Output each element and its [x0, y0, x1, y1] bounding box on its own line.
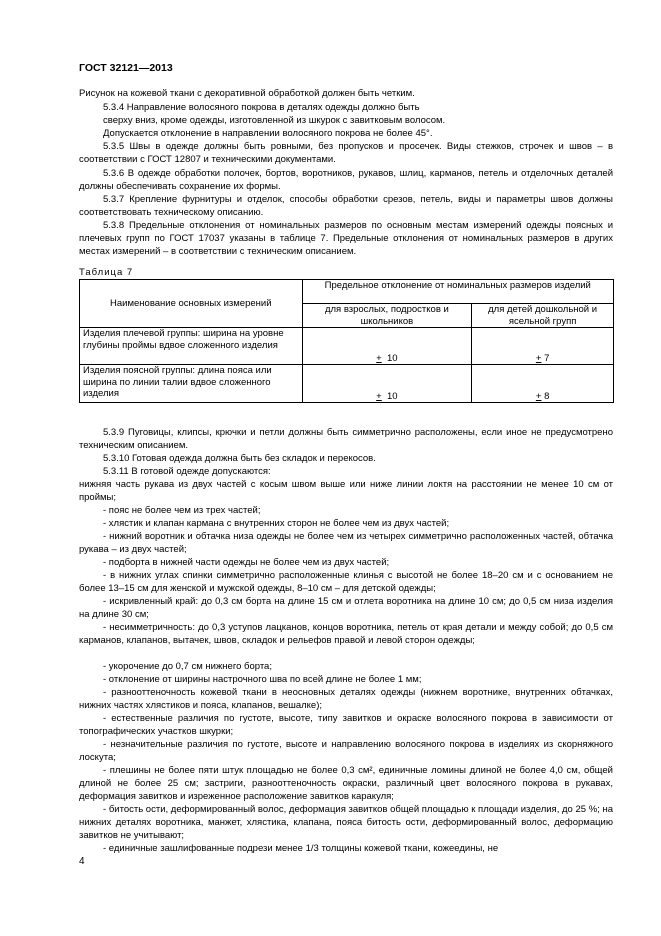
list-item: - разнооттеночность кожевой ткани в неосновных деталях одежды (нижнем воротнике, внутренних обтачках, нижних частях хлястиков и пояса, клапанов, вешалке); [79, 687, 613, 712]
table-header-measurements: Наименование основных измерений [80, 280, 303, 328]
list-item: - подборта в нижней части одежды не более чем из двух частей; [103, 557, 390, 568]
table-row [80, 365, 614, 403]
table-header-adults: для взрослых, подростков и школьников [302, 304, 472, 328]
list-item: - искривленный край: до 0,3 см борта на длине 15 см и отлета воротника на длине 10 см; до 0,5 см низа изделия на длине 30 см; [79, 596, 613, 621]
table-caption: Таблица 7 [79, 267, 134, 278]
page-number: 4 [79, 856, 85, 867]
paragraph: 5.3.10 Готовая одежда должна быть без складок и перекосов. [103, 453, 376, 464]
table-7 [79, 279, 614, 403]
paragraph: 5.3.5 Швы в одежде должны быть ровными, без пропусков и просечек. Виды стежков, строчек и швов – в соответствии с ГОСТ 12807 и техническими документами. [79, 141, 613, 166]
table-cell-name: Изделия плечевой группы: ширина на уровне глубины проймы вдвое сложенного изделия [80, 328, 303, 365]
document-header: ГОСТ 32121—2013 [79, 62, 173, 74]
list-item: - незначительные различия по густоте, высоте и направлению волосяного покрова в изделиях из скорняжного лоскута; [79, 739, 613, 764]
table-cell-value: + 7 [472, 328, 614, 365]
list-item: - пояс не более чем из трех частей; [103, 505, 261, 516]
list-item: - несимметричность: до 0,3 уступов лацканов, концов воротника, петель от края детали и между собой; до 0,5 см карманов, клапанов, вытачек, швов, складок и рельефов правой и левой сторон одежды; [79, 622, 613, 647]
paragraph: 5.3.8 Предельные отклонения от номинальных размеров по основным местам измерений одежды поясных и плечевых групп по ГОСТ 17037 указаны в таблице 7. Предельные отклонения от номинальных размеров в других местах измерений – в соответствии с техническим описанием. [79, 220, 613, 258]
list-item: - естественные различия по густоте, высоте, типу завитков и окраске волосяного покрова в зависимости от топографических участков шкурки; [79, 713, 613, 738]
paragraph: нижняя часть рукава из двух частей с косым швом выше или ниже линии локтя на расстоянии не менее 10 см от проймы; [79, 479, 613, 504]
table-cell-value: + 8 [472, 365, 614, 403]
list-item: - в нижних углах спинки симметрично расположенные клинья с высотой не более 18–20 см и с основанием не более 13–15 см для женской и мужской одежды, 8–10 см – для детской одежды; [79, 570, 613, 595]
paragraph: 5.3.11 В готовой одежде допускаются: [103, 466, 271, 477]
paragraph: Допускается отклонение в направлении волосяного покрова не более 45°. [103, 128, 433, 139]
paragraph: 5.3.4 Направление волосяного покрова в деталях одежды должно быть [103, 102, 420, 113]
list-item: - отклонение от ширины настрочного шва по всей длине не более 1 мм; [103, 674, 422, 685]
list-item: - битость ости, деформированный волос, деформация завитков общей площадью к площади изделия, до 25 %; на нижних деталях воротника, манжет, хлястика, клапана, пояса битость ости, деформированный волос, деформацию завитков не учитывают; [79, 804, 613, 842]
paragraph: Рисунок на кожевой ткани с декоративной обработкой должен быть четким. [79, 88, 415, 99]
table-cell-value: + 10 [302, 328, 472, 365]
table-cell-name: Изделия поясной группы: длина пояса или ширина по линии талии вдвое сложенного изделия [80, 365, 303, 403]
list-item: - нижний воротник и обтачка низа одежды не более чем из четырех симметрично расположенных частей, обтачка рукава – из двух частей; [79, 531, 613, 556]
table-cell-value: + 10 [302, 365, 472, 403]
list-item: - плешины не более пяти штук площадью не более 0,3 см², единичные ломины длиной не более 4,0 см, общей длиной не более 25 см; застриги, разнооттеночность окраски, различный цвет волосяного покрова в рукавах, деформация завитков и изреженное расположение завитков каракуля; [79, 765, 613, 803]
table-header-children: для детей дошкольной и ясельной групп [472, 304, 614, 328]
list-item: - единичные зашлифованные подрези менее 1/3 толщины кожевой ткани, кожеедины, не [103, 843, 499, 854]
table-row [80, 328, 614, 365]
list-item: - укорочение до 0,7 см нижнего борта; [103, 661, 272, 672]
paragraph: сверху вниз, кроме одежды, изготовленной из шкурок с завитковым волосом. [103, 115, 446, 126]
list-item: - хлястик и клапан кармана с внутренних сторон не более чем из двух частей; [103, 518, 450, 529]
paragraph: 5.3.9 Пуговицы, клипсы, крючки и петли должны быть симметрично расположены, если иное не предусмотрено техническим описанием. [79, 427, 613, 452]
paragraph: 5.3.7 Крепление фурнитуры и отделок, способы обработки срезов, петель, виды и параметры швов должны соответствовать техническому описанию. [79, 194, 613, 219]
table-header-deviation: Предельное отклонение от номинальных размеров изделий [302, 280, 613, 304]
paragraph: 5.3.6 В одежде обработки полочек, бортов, воротников, рукавов, шлиц, карманов, петель и отделочных деталей должны обеспечивать сохранение их формы. [79, 168, 613, 193]
